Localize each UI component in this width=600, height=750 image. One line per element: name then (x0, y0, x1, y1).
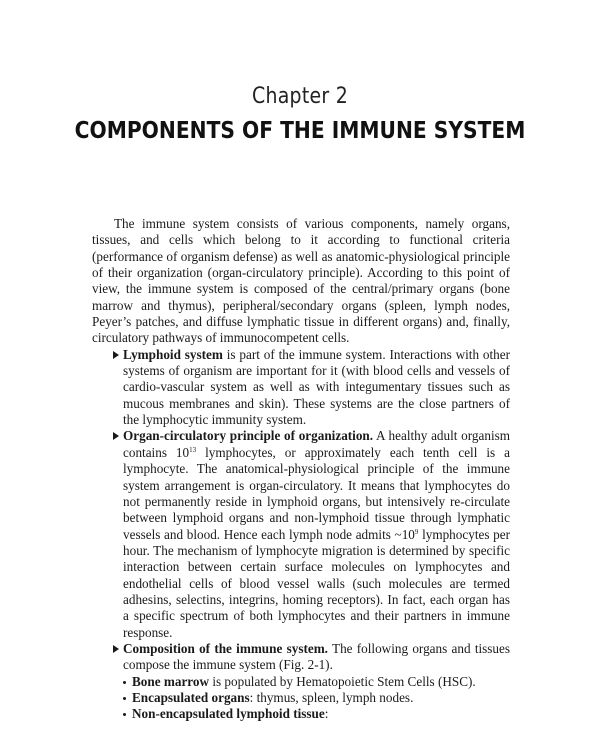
triangle-bullet-icon (113, 645, 119, 653)
list-item (92, 674, 510, 690)
chapter-label: Chapter 2 (251, 84, 349, 109)
section-composition (92, 641, 510, 674)
list-item-text: : thymus, spleen, lymph nodes. (249, 689, 414, 705)
chapter-title: COMPONENTS OF THE IMMUNE SYSTEM (74, 118, 526, 144)
body-text (92, 216, 510, 723)
list-item (92, 706, 510, 722)
section-heading: Organ-circulatory principle of organization. (123, 428, 374, 444)
triangle-bullet-icon (113, 351, 119, 359)
list-item (92, 690, 510, 706)
section-text: The following organs and tissues compose the immune system (Fig. 2-1). (123, 640, 510, 673)
section-text: lymphocytes per hour. The mechanism of lymphocyte migration is determined by specific interaction between certain surface molecules on lymphocytes and endothelial cells of blood vessel walls (such molecules are termed adhesins, selectins, integrins, homing receptors). In fact, each organ has a specific spectrum of both lymphocytes and their partners in immune response. (123, 526, 510, 640)
bullet-dot-icon (123, 681, 126, 684)
section-text: lymphocytes, or approximately each tenth cell is a lymphocyte. The anatomical-physiological principle of the immune system arrangement is organ-circulatory. It means that lymphocytes do not permanently reside in lymphoid organs, but intensively re-circulate between lymphoid organs and non-lymphoid tissue through lymphatic vessels and blood. Hence each lymph node admits ~10 (123, 444, 510, 542)
section-organ-circulatory (92, 428, 510, 640)
exponent: 9 (414, 527, 419, 536)
section-heading: Lymphoid system (123, 346, 223, 362)
list-item-text: : (324, 706, 329, 722)
list-item-term: Bone marrow (132, 673, 210, 689)
list-item-term: Non-encapsulated lymphoid tissue (132, 706, 325, 722)
exponent: 13 (189, 445, 197, 454)
section-heading: Composition of the immune system. (123, 640, 328, 656)
intro-paragraph: The immune system consists of various components, namely organs, tissues, and cells which belong to it according to functional criteria (performance of organism defense) as well as anatomic-physiological principle of their organization (organ-circulatory principle). According to this point of view, the immune system is composed of the central/primary organs (bone marrow and thymus), peripheral/secondary organs (spleen, lymph nodes, Peyer’s patches, and diffuse lymphatic tissue in different organs) and, finally, circulatory pathways of immunocompetent cells. (92, 216, 510, 346)
section-text: is part of the immune system. Interactions with other systems of organism are important for it (with blood cells and vessels of cardio-vascular system as well as with integumentary tissues such as mucous membranes and skin). These systems are the close partners of the lymphocytic immunity system. (123, 346, 510, 428)
composition-list (92, 674, 510, 723)
bullet-dot-icon (123, 697, 126, 700)
list-item-term: Encapsulated organs (132, 689, 250, 705)
section-lymphoid-system (92, 347, 510, 429)
bullet-dot-icon (123, 713, 126, 716)
triangle-bullet-icon (113, 432, 119, 440)
list-item-text: is populated by Hematopoietic Stem Cells (HSC). (209, 673, 476, 689)
section-text: A healthy adult organism contains 10 (123, 428, 510, 460)
